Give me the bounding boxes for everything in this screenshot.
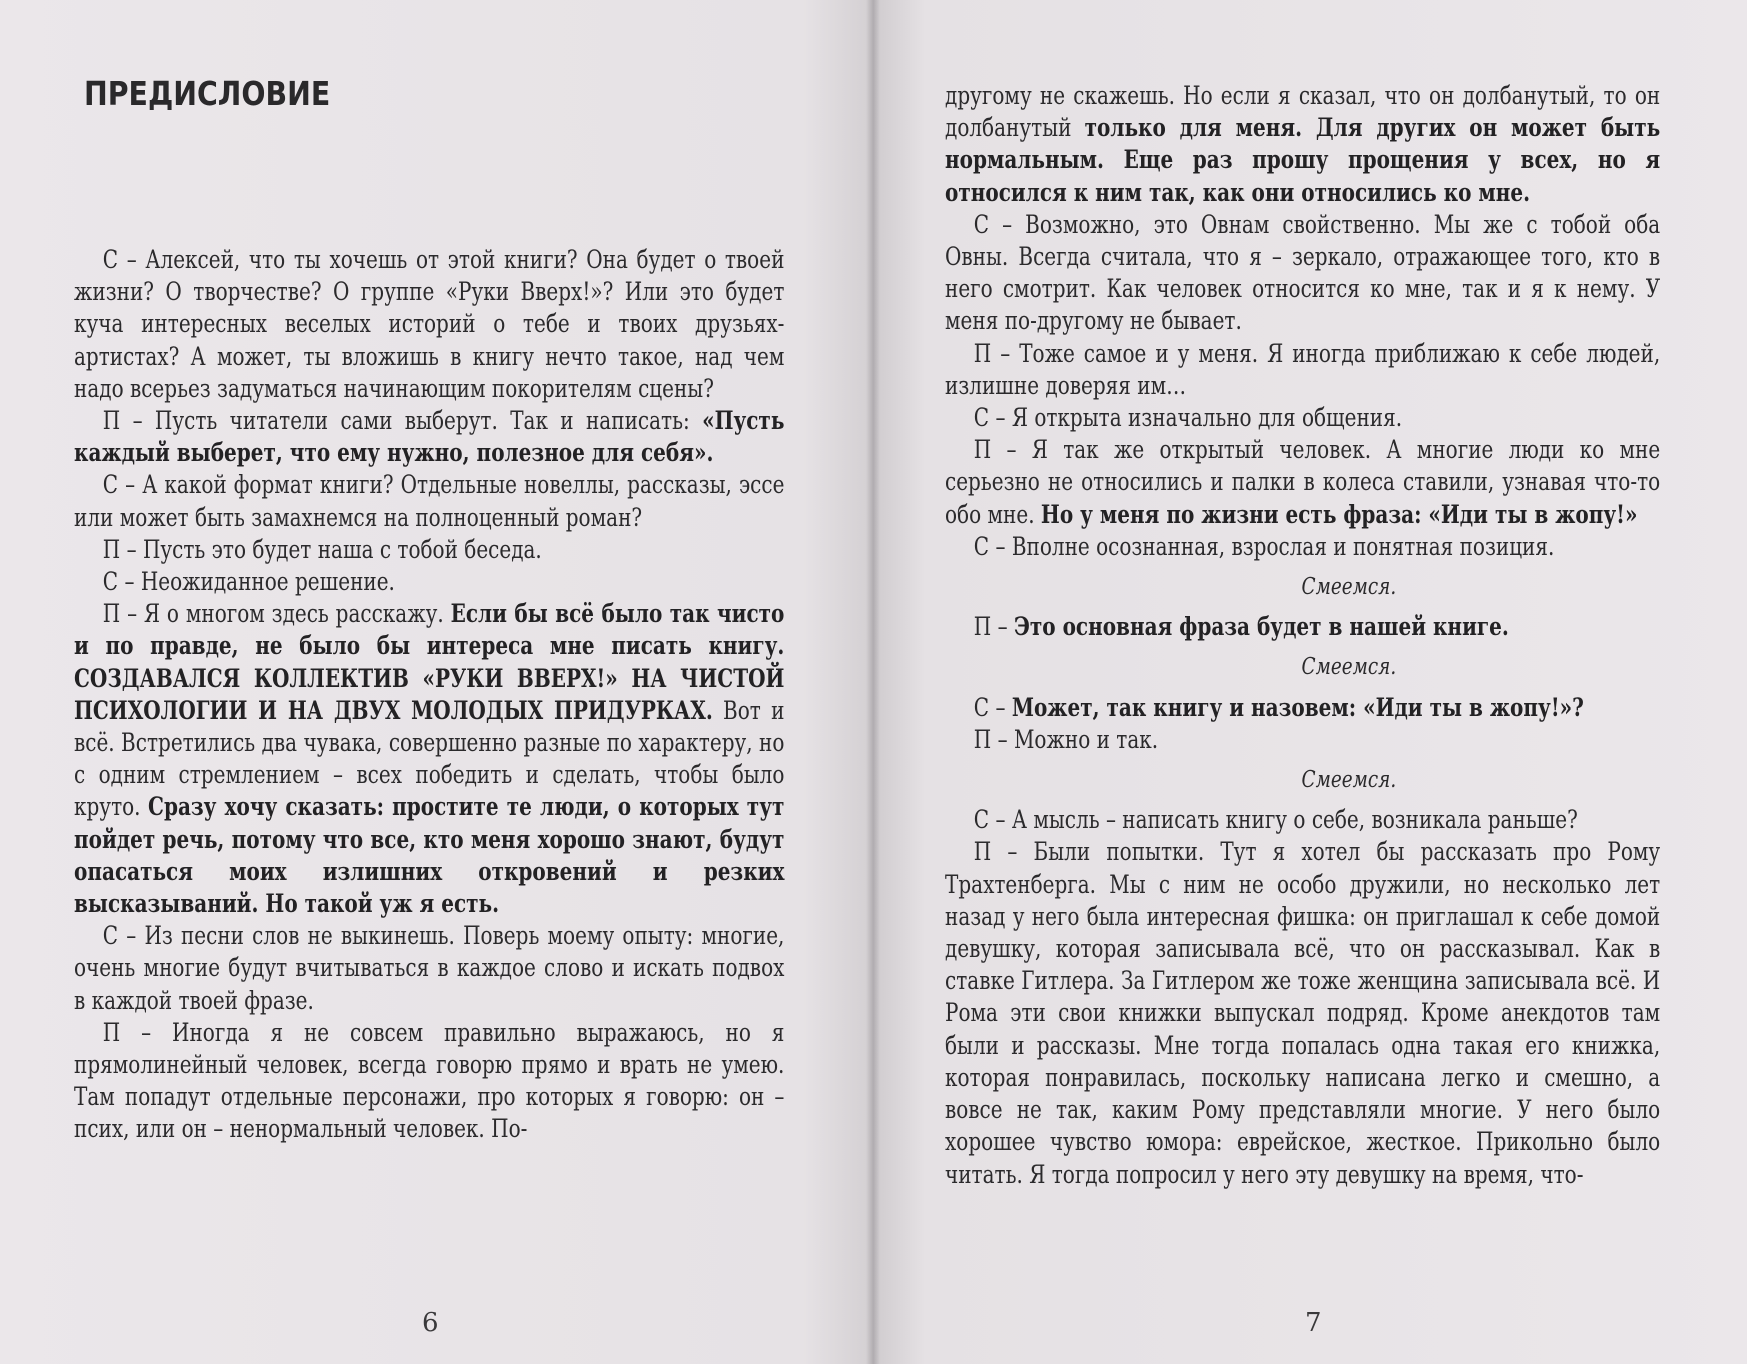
left-page-text — [74, 244, 784, 1146]
stage-direction — [945, 764, 1660, 796]
bold-run: Если бы всё было так чисто и по правде, не было бы интереса мне писать книгу. СОЗДАВАЛСЯ КОЛЛЕКТИВ «РУКИ ВВЕРХ!» НА ЧИСТОЙ ПСИХОЛОГИИ И НА ДВУХ МОЛОДЫХ ПРИДУРКАХ. — [74, 599, 785, 725]
text-run: С – Вполне осознанная, взрослая и понятная позиция. — [973, 531, 1555, 561]
text-run: П – Можно и так. — [973, 724, 1159, 754]
text-run: С – Неожиданное решение. — [102, 567, 395, 597]
text-run: П – — [973, 612, 1014, 642]
paragraph — [945, 531, 1660, 563]
right-page-text — [945, 80, 1660, 1191]
text-run: Вот и всё. Встретились два чувака, совершенно разные по характеру, но с одним стремлением – всех победить и сделать, чтобы было круто. — [74, 695, 785, 822]
text-run: С – Я открыта изначально для общения. — [973, 403, 1403, 433]
bold-run: Сразу хочу сказать: простите те люди, о которых тут пойдет речь, потому что все, кто меня хорошо знают, будут опасаться моих излишних откровений и резких высказываний. Но такой уж я есть. — [74, 792, 785, 919]
text-run: Смеемся. — [1301, 654, 1397, 681]
paragraph — [945, 611, 1660, 643]
text-run: С – А мысль – написать книгу о себе, возникала раньше? — [973, 805, 1578, 835]
paragraph — [74, 1017, 784, 1146]
stage-direction — [945, 571, 1660, 603]
text-run: П – Иногда я не совсем правильно выражаюсь, но я прямолинейный человек, всегда говорю прямо и врать не умею. Там попадут отдельные персонажи, про которых я говорю: он – псих, или он – ненормальный человек. По- — [74, 1017, 785, 1144]
text-run: другому не скажешь. Но если я сказал, что он долбанутый, то он долбанутый — [945, 81, 1661, 143]
right-page — [873, 0, 1747, 1364]
text-run: П – Пусть читатели сами выберут. Так и написать: — [102, 406, 703, 436]
paragraph — [945, 209, 1660, 338]
text-run: С – Алексей, что ты хочешь от этой книги? Она будет о твоей жизни? О творчестве? О группе «Руки Вверх!»? Или это будет куча интересных веселых историй о тебе и твоих друзьях-артистах? А может, ты вложишь в книгу нечто такое, над чем надо всерьез задуматься начинающим покорителям сцены? — [74, 245, 785, 403]
paragraph — [945, 434, 1660, 531]
paragraph — [945, 804, 1660, 836]
text-run: П – Я о многом здесь расскажу. — [102, 599, 451, 629]
paragraph — [945, 692, 1660, 724]
text-run: С – Из песни слов не выкинешь. Поверь моему опыту: многие, очень многие будут вчитываться в каждое слово и искать подвох в каждой твоей фразе. — [74, 921, 785, 1015]
paragraph — [945, 836, 1660, 1190]
page-number-left: 6 — [422, 1308, 439, 1338]
left-page — [0, 0, 873, 1364]
paragraph — [74, 469, 784, 533]
paragraph — [74, 598, 784, 920]
paragraph — [945, 724, 1660, 756]
paragraph — [945, 402, 1660, 434]
paragraph — [74, 405, 784, 469]
bold-run: только для меня. Для других он может быть нормальным. Еще раз прошу прощения у всех, но я относился к ним так, как они относились ко мне. — [945, 113, 1661, 207]
text-run: П – Я так же открытый человек. А многие люди ко мне серьезно не относились и палки в колеса ставили, узнавая что-то обо мне. — [945, 435, 1661, 529]
book-gutter — [866, 0, 880, 1364]
text-run: С – — [973, 692, 1012, 722]
page-number-right: 7 — [1305, 1308, 1322, 1338]
paragraph — [74, 244, 784, 405]
text-run: П – Тоже самое и у меня. Я иногда приближаю к себе людей, излишне доверяя им… — [945, 338, 1661, 400]
text-run: П – Пусть это будет наша с тобой беседа. — [102, 534, 542, 564]
paragraph — [74, 566, 784, 598]
text-run: П – Были попытки. Тут я хотел бы рассказать про Рому Трахтенберга. Мы с ним не особо дружили, но несколько лет назад у него была интересная фишка: он приглашал к себе домой девушку, которая записывала всё, что он рассказывал. Как в ставке Гитлера. За Гитлером же тоже женщина записывала всё. И Рома эти свои книжки выпускал подряд. Кроме анекдотов там были и рассказы. Мне тогда попалась одна такая его книжка, которая понравилась, поскольку написана легко и смешно, а вовсе не так, каким Рому представляли многие. У него было хорошее чувство юмора: еврейское, жесткое. Прикольно было читать. Я тогда попросил у него эту девушку на время, что- — [945, 837, 1661, 1189]
text-run: С – Возможно, это Овнам свойственно. Мы же с тобой оба Овны. Всегда считала, что я – зеркало, отражающее того, кто в него смотрит. Как человек относится ко мне, так и я к нему. У меня по-другому не бывает. — [945, 209, 1661, 336]
text-run: С – А какой формат книги? Отдельные новеллы, рассказы, эссе или может быть замахнемся на полноценный роман? — [74, 470, 785, 532]
bold-run: Это основная фраза будет в нашей книге. — [1013, 612, 1509, 642]
paragraph — [74, 920, 784, 1017]
paragraph — [945, 338, 1660, 402]
page-heading: ПРЕДИСЛОВИЕ — [84, 74, 331, 113]
paragraph — [945, 80, 1660, 209]
stage-direction — [945, 651, 1660, 683]
bold-run: Но у меня по жизни есть фраза: «Иди ты в жопу!» — [1040, 499, 1638, 529]
paragraph — [74, 534, 784, 566]
text-run: Смеемся. — [1301, 574, 1397, 601]
bold-run: Может, так книгу и назовем: «Иди ты в жопу!»? — [1011, 692, 1584, 722]
text-run: Смеемся. — [1301, 767, 1397, 794]
bold-run: «Пусть каждый выберет, что ему нужно, полезное для себя». — [74, 406, 785, 468]
